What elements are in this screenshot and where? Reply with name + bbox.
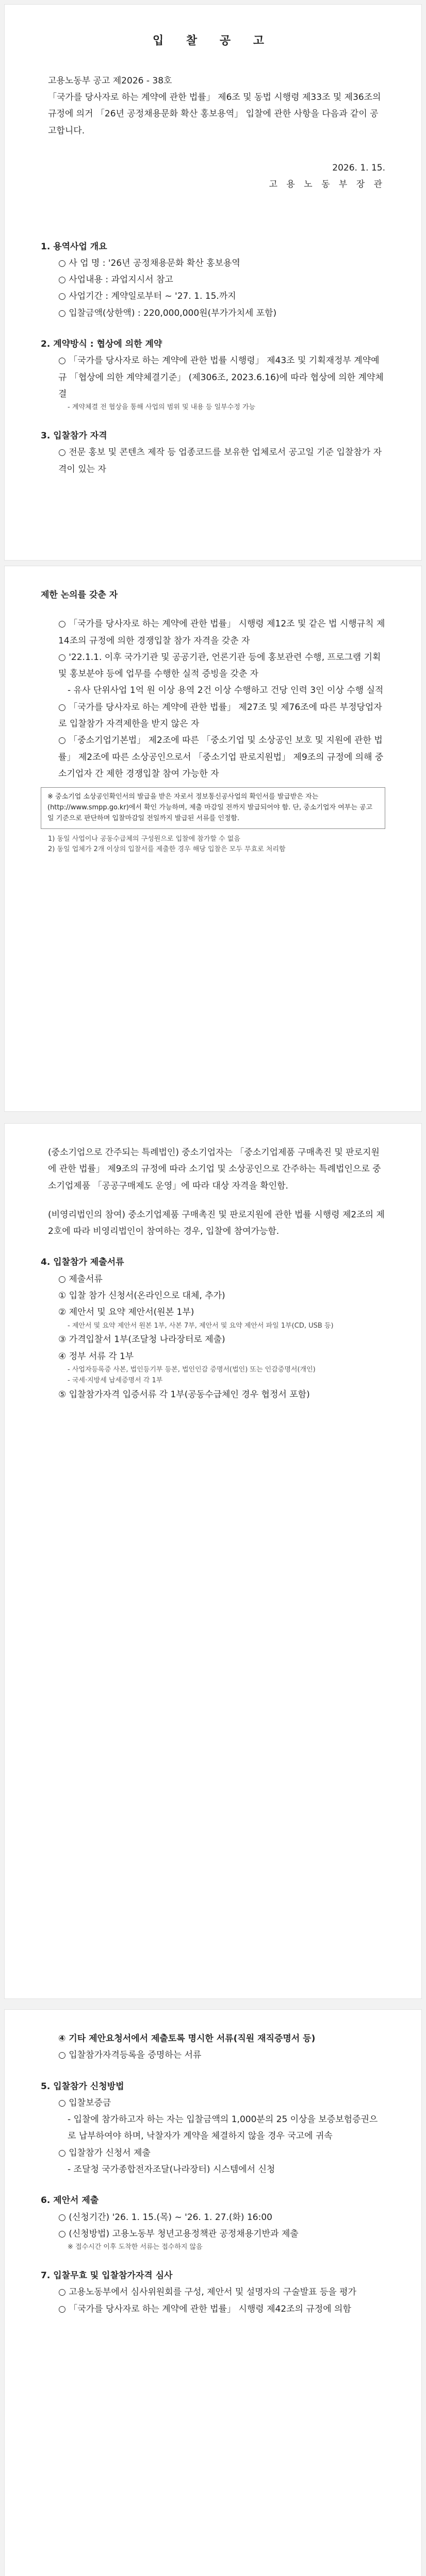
footnote: 1) 동일 사업이나 공동수급체의 구성원으로 입찰에 참가할 수 없음 xyxy=(48,835,240,843)
section-4-subitem: - 사업자등록증 사본, 법인등기부 등본, 법인인감 증명서(법인) 또는 인감증명서(개인) xyxy=(68,1366,316,1374)
document-title: 입 찰 공 고 xyxy=(153,35,273,47)
section-2-item: ○ 「국가를 당사자로 하는 계약에 관한 법률 시행령」 제43조 및 기획재정부 계약예규 「협상에 의한 계약체결기준」 (제306조, 2023.6.16)에 따라 협상에 의한 계약체결 xyxy=(58,355,384,399)
section-1-item: ○ 사업기간 : 계약일로부터 ~ '27. 1. 15.까지 xyxy=(58,291,236,302)
notice-number: 고용노동부 공고 제2026 - 38호 xyxy=(48,75,172,86)
section-1-item: ○ 사 업 명 : '26년 공정채용문화 확산 홍보용역 xyxy=(58,258,240,268)
section-4-item: ⑤ 입찰참가자격 입증서류 각 1부(공동수급체인 경우 협정서 포함) xyxy=(58,1389,310,1400)
section-4-item: ① 입찰 참가 신청서(온라인으로 대체, 추가) xyxy=(58,1291,225,1301)
section-5-item: ○ 입찰보증금 xyxy=(58,2097,111,2108)
section-3-title: 3. 입찰참가 자격 xyxy=(41,431,107,442)
qualification-item: ○ 「국가를 당사자로 하는 계약에 관한 법률」 제27조 및 제76조에 따른 부정당업자로 입찰참가 자격제한을 받지 않은 자 xyxy=(58,702,382,730)
footnote: 2) 동일 업체가 2개 이상의 입찰서를 제출한 경우 해당 입찰은 모두 무효로 처리함 xyxy=(48,845,286,854)
qualification-item: ○ '22.1.1. 이후 국가기관 및 공공기관, 언론기관 등에 홍보관련 수행, 프로그램 기획 및 홍보분야 등에 업무를 수행한 실적 증빙을 갖춘 자 xyxy=(58,652,381,680)
section-5-subitem: - 입찰에 참가하고자 하는 자는 입찰금액의 1,000분의 25 이상을 보증보험증권으로 납부하여야 하며, 낙찰자가 계약을 체결하지 않을 경우 국고에 귀속 xyxy=(68,2114,378,2142)
section-4-item: ③ 가격입찰서 1부(조달청 나라장터로 제출) xyxy=(58,1334,225,1345)
section-6-item: ○ (신청기간) '26. 1. 15.(목) ~ '26. 1. 27.(화) 16:00 xyxy=(58,2212,272,2223)
document-page-3 xyxy=(4,1123,422,1999)
section-4-title: 4. 입찰참가 제출서류 xyxy=(41,1257,124,1268)
section-1-item: ○ 사업내용 : 과업지시서 참고 xyxy=(58,275,173,285)
section-5-subitem: - 조달청 국가종합전자조달(나라장터) 시스템에서 신청 xyxy=(68,2164,275,2175)
section-1-title: 1. 용역사업 개요 xyxy=(41,241,107,252)
section-7-item: ○ 고용노동부에서 심사위원회를 구성, 제안서 및 설명자의 구술발표 등을 평가 xyxy=(58,2287,356,2298)
section-5-item: ○ 입찰참가 신청서 제출 xyxy=(58,2147,151,2158)
section-4-subitem: - 제안서 및 요약 제안서 원본 1부, 사본 7부, 제안서 및 요약 제안서 파일 1부(CD, USB 등) xyxy=(68,1321,334,1330)
paragraph: (중소기업으로 간주되는 특례법인) 중소기업자는 「중소기업제품 구매촉진 및 판로지원에 관한 법률」 제9조의 규정에 따라 소기업 및 소상공인으로 간주하는 특례법인으로 중소기업제품 「공공구매제도 운영」에 따라 대상 자격을 확인함. xyxy=(48,1147,381,1191)
section-7-title: 7. 입찰무효 및 입찰참가자격 심사 xyxy=(41,2270,173,2281)
qualification-item: ○ 「중소기업기본법」 제2조에 따른 「중소기업 및 소상공인 보호 및 지원에 관한 법률」 제2조에 따른 소상공인으로서 「중소기업 판로지원법」 제9조의 규정에 의해 중소기업자 간 제한 경쟁입찰 참여 가능한 자 xyxy=(58,735,384,779)
qualification-item: ○ 「국가를 당사자로 하는 계약에 관한 법률」 시행령 제12조 및 같은 법 시행규칙 제14조의 규정에 의한 경쟁입찰 참가 자격을 갖춘 자 xyxy=(58,619,385,646)
qualification-subitem: - 유사 단위사업 1억 원 이상 용역 2건 이상 수행하고 건당 인력 3인 이상 수행 실적 xyxy=(68,685,384,696)
section-6-title: 6. 제안서 제출 xyxy=(41,2195,99,2206)
section-4-subtitle: ○ 제출서류 xyxy=(58,1274,103,1284)
document-page-1 xyxy=(4,4,422,561)
section-7-item: ○ 「국가를 당사자로 하는 계약에 관한 법률」 시행령 제42조의 규정에 의함 xyxy=(58,2303,351,2314)
document-page-4 xyxy=(4,2009,422,2576)
section-3-item: ○ 전문 홍보 및 콘텐츠 제작 등 업종코드를 보유한 업체로서 공고일 기준 입찰참가 자격이 있는 자 xyxy=(58,447,382,474)
paragraph: ○ 입찰참가자격등록을 증명하는 서류 xyxy=(58,2050,202,2061)
notice-issuer: 고 용 노 동 부 장 관 xyxy=(269,179,385,190)
section-4-subitem: - 국세·지방세 납세증명서 각 1부 xyxy=(68,1376,163,1384)
document-page-2 xyxy=(4,566,422,1112)
notice-intro: 「국가를 당사자로 하는 계약에 관한 법률」 제6조 및 동법 시행령 제33조 및 제36조의 규정에 의거 「26년 공정채용문화 확산 홍보용역」 입찰에 관한 사항을 다음과 같이 공고합니다. xyxy=(48,92,381,136)
section-4-item: ④ 정부 서류 각 1부 xyxy=(58,1351,134,1362)
paragraph: ④ 기타 제안요청서에서 제출토록 명시한 서류(직원 재직증명서 등) xyxy=(58,2033,316,2044)
notice-date: 2026. 1. 15. xyxy=(332,162,385,173)
section-5-title: 5. 입찰참가 신청방법 xyxy=(41,2081,124,2092)
section-1-item: ○ 입찰금액(상한액) : 220,000,000원(부가가치세 포함) xyxy=(58,308,277,318)
section-2-note: - 계약체결 전 협상을 통해 사업의 범위 및 내용 등 일부수정 가능 xyxy=(68,403,256,412)
section-4-item: ② 제안서 및 요약 제안서(원본 1부) xyxy=(58,1307,194,1318)
paragraph: (비영리법인의 참여) 중소기업제품 구매촉진 및 판로지원에 관한 법률 시행령 제2조의 제2호에 따라 비영리법인이 참여하는 경우, 입찰에 참여가능함. xyxy=(48,1209,385,1237)
notice-box: ※ 중소기업 소상공인확인서의 발급을 받은 자로서 정보통신공사업의 확인서를 발급받은 자는 (http://www.smpp.go.kr)에서 확인 가능하며, 제출 마감일 전까지 발급되어야 함. 단, 중소기업자 여부는 공고일 기준으로 판단하며 입찰마감일 전일까지 발급된 서류를 인정함. xyxy=(41,787,385,828)
section-6-item: ○ (신청방법) 고용노동부 청년고용정책관 공정채용기반과 제출 xyxy=(58,2228,299,2239)
section-3-lead: 제한 논의를 갖춘 자 xyxy=(41,590,118,600)
section-2-title: 2. 계약방식 : 협상에 의한 계약 xyxy=(41,339,162,350)
section-6-note: ※ 접수시간 이후 도착한 서류는 접수하지 않음 xyxy=(68,2243,203,2251)
